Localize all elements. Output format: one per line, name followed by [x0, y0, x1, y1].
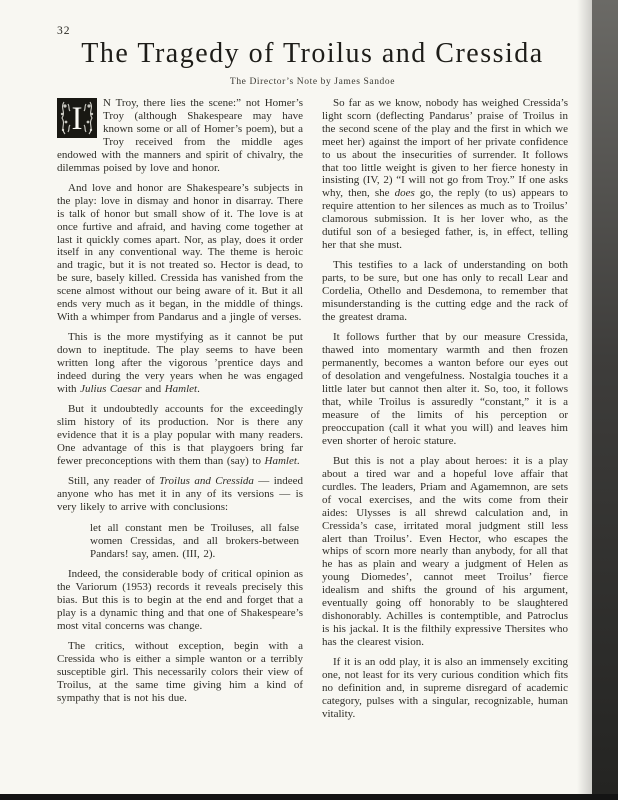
right-column-paragraphs [322, 97, 568, 721]
article-title: The Tragedy of Troilus and Cressida [81, 38, 544, 69]
right-column [322, 97, 568, 728]
book-spine-edge [592, 0, 618, 794]
article-subtitle: The Director’s Note by James Sandoe [229, 77, 396, 87]
lead-paragraph [57, 97, 303, 174]
paragraph: Indeed, the considerable body of critical opinion as the Variorum (1953) records it reveals precisely this bias. But this is to begin at the end and forget that a play is a dynamic thing and that one of Shakespeare’s most vital concerns was change. [57, 567, 303, 632]
drop-cap-ornament-icon [57, 98, 97, 138]
lead-text: N Troy, there lies the scene:” not Homer’s Troy (although Shakespeare may have known some or all of Homer’s poem), but a Troy received from the middle ages endowed with the manners and spirit of chivalry, the dilemmas poised by love and honor. [57, 97, 303, 174]
drop-cap [57, 98, 97, 138]
paragraph: And love and honor are Shakespeare’s subjects in the play: love in dismay and honor in disarray. There is talk of honor but small show of it. The love is at once furtive and afraid, and having come together at last it quickly comes apart. Nor, as play, does it order itself in any conventional way. The theme is heroic and tragic, but it is not treated so. Hector is dead, to be sure, basely killed. Cressida has vanished from the scene almost without our being aware of it. But it all ends very much as it began, in the middle of things. With a whimper from Pandarus and a jingle of verses. [57, 181, 303, 323]
svg-text:I: I [71, 101, 83, 137]
paragraph: It follows further that by our measure Cressida, thawed into momentary warmth and then frozen permanently, becomes a wanton before our eyes out of desolation and vengefulness. Nostalgia touches it a little later but cannot then alter it. So, too, it follows that, while Troilus is assuredly “constant,” it is a measure of the limits of his perception or preoccupation (call it what you will) and leaves him even shorter of heroic stature. [322, 331, 568, 447]
scanner-mat-edge [0, 794, 618, 800]
paragraph: This testifies to a lack of understanding on both parts, to be sure, but one has only to recall Lear and Cordelia, Othello and Desdemona, to remember that misunderstanding is the cutting edge and the rack of the greatest drama. [322, 259, 568, 323]
page-number: 32 [57, 25, 71, 37]
paragraph: So far as we know, nobody has weighed Cressida’s light scorn (deflecting Pandarus’ praise of Troilus in the second scene of the play and the first in which we meet her) against the import of her private confidence to us about the insecurities of surrender. It follows that too little weight is given to her fierce honesty in insisting (IV, 2) “I will not go from Troy.” If one asks why, then, she does go, the reply (to us) appears to require attention to her silences as much as to Troilus’ clamorous submission. It is her lover who, as the dutiful son of a besieged father, is, in effect, telling her that she must. [322, 97, 569, 251]
paragraph: If it is an odd play, it is also an immensely exciting one, not least for its very curious condition which fits no definition and, in supreme disregard of academic category, pulses with a singular, recognizable, human vitality. [322, 656, 568, 720]
paragraph: But this is not a play about heroes: it is a play about a tired war and a hopeful love affair that curdles. The leaders, Priam and Agamemnon, are sets of vocal exercises, and the wits come from their aides: Ulysses is all shrewd calculation and, in Cressida’s case, irritated moral judgment still less alert than Troilus’. Even Hector, who escapes the whips of scorn more nearly than anybody, for all that he has as plain and weary a judgment of Helen as young Diomedes’, cannot meet Troilus’ fierce idealism and shifts the ground of his argument, eventually going off honorably to be slaughtered dishonorably. Achilles is contemptible, and Patroclus is his jackal. It is the filthily expressive Thersites who has the clearest vision. [322, 455, 568, 648]
paragraph: Still, any reader of Troilus and Cressida — indeed anyone who has met it in any of its versions — is very likely to arrive with conclusions: [57, 475, 304, 514]
article-header [57, 38, 568, 87]
block-quote: let all constant men be Troiluses, all false women Cressidas, and all brokers-between Pandars! say, amen. (III, 2). [90, 521, 299, 560]
left-column-paragraphs [57, 182, 303, 705]
paragraph: This is the more mystifying as it cannot be put down to ineptitude. The play seems to have been written long after the vigorous ’prentice days and indeed during the very years when he was engaged with Julius Caesar and Hamlet. [57, 331, 303, 396]
paragraph: The critics, without exception, begin with a Cressida who is either a simple wanton or a terribly susceptible girl. This necessarily colors their view of Troilus, at the same time giving him a kind of sympathy that is not his due. [57, 639, 303, 704]
paragraph: But it undoubtedly accounts for the exceedingly slim history of its production. Nor is there any evidence that it is a play popular with many readers. One advantage of this is that playgoers bring far fewer preconceptions with them than (say) to Hamlet. [57, 403, 303, 468]
left-column [57, 97, 303, 712]
